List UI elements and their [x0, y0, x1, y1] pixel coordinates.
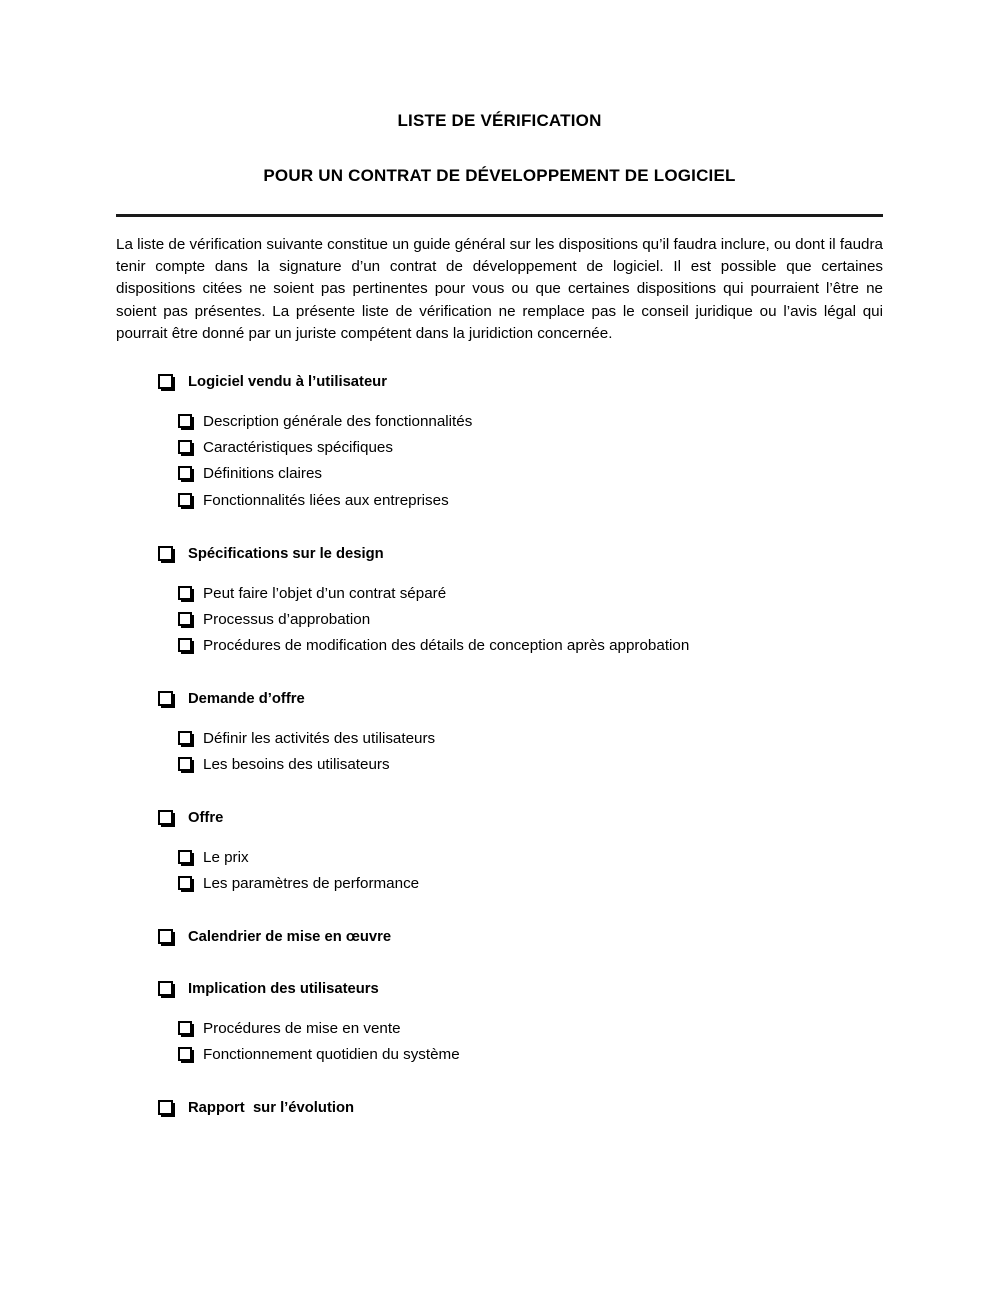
item-checkbox-icon[interactable] [178, 612, 194, 628]
checkbox-square [178, 586, 192, 600]
item-checkbox-icon[interactable] [178, 731, 194, 747]
header-divider [116, 214, 883, 217]
section-item-list [116, 727, 883, 777]
item-checkbox-icon[interactable] [178, 1021, 194, 1037]
checkbox-square [178, 466, 192, 480]
checkbox-square [178, 1047, 192, 1061]
section-header-row[interactable] [116, 545, 883, 564]
checklist-item[interactable] [178, 872, 883, 896]
checklist-item-label: Définir les activités des utilisateurs [203, 730, 436, 748]
checkbox-square [178, 1021, 192, 1035]
checklist-item-label: Caractéristiques spécifiques [203, 439, 393, 457]
section-checkbox-icon[interactable] [158, 981, 175, 998]
checkbox-shadow-bottom [161, 1115, 175, 1117]
section-checkbox-icon[interactable] [158, 691, 175, 708]
section-header-row[interactable] [116, 980, 883, 999]
item-checkbox-icon[interactable] [178, 493, 194, 509]
checkbox-shadow-bottom [181, 480, 194, 482]
section-label: Calendrier de mise en œuvre [188, 929, 392, 946]
section-item-list [116, 582, 883, 658]
checkbox-shadow-bottom [161, 561, 175, 563]
checklist-item-label: Procédures de modification des détails de conception après approbation [203, 636, 690, 654]
section-item-list [116, 846, 883, 896]
checkbox-shadow-bottom [181, 864, 194, 866]
section-checkbox-icon[interactable] [158, 1100, 175, 1117]
section-checkbox-icon[interactable] [158, 810, 175, 827]
section-header-row[interactable] [116, 373, 883, 392]
checklist-item-label: Processus d’approbation [203, 610, 371, 628]
checkbox-square [158, 981, 173, 996]
checklist-item[interactable] [178, 608, 883, 632]
item-checkbox-icon[interactable] [178, 586, 194, 602]
checkbox-shadow-bottom [161, 706, 175, 708]
section-label: Logiciel vendu à l’utilisateur [188, 374, 387, 391]
checkbox-shadow-bottom [181, 454, 194, 456]
checkbox-square [178, 876, 192, 890]
checklist-item-label: Fonctionnalités liées aux entreprises [203, 491, 449, 509]
checklist-item[interactable] [178, 634, 883, 658]
item-checkbox-icon[interactable] [178, 638, 194, 654]
checklist-item[interactable] [178, 1043, 883, 1067]
checkbox-square [178, 757, 192, 771]
section-item-list [116, 1017, 883, 1067]
checkbox-shadow-bottom [181, 428, 194, 430]
checklist-section [116, 373, 883, 512]
checkbox-shadow-bottom [161, 825, 175, 827]
checklist-item[interactable] [178, 410, 883, 434]
checkbox-shadow-bottom [181, 1061, 194, 1063]
checkbox-square [158, 374, 173, 389]
checklist-section [116, 690, 883, 777]
checkbox-square [178, 440, 192, 454]
checkbox-shadow-bottom [181, 890, 194, 892]
checklist-item-label: Fonctionnement quotidien du système [203, 1045, 460, 1063]
checklist-item-label: Procédures de mise en vente [203, 1019, 401, 1037]
section-checkbox-icon[interactable] [158, 929, 175, 946]
checklist-item-label: Le prix [203, 849, 249, 867]
item-checkbox-icon[interactable] [178, 850, 194, 866]
checklist-section [116, 1099, 883, 1118]
page-subtitle: POUR UN CONTRAT DE DÉVELOPPEMENT DE LOGICIEL [263, 166, 736, 186]
item-checkbox-icon[interactable] [178, 466, 194, 482]
checkbox-square [178, 731, 192, 745]
item-checkbox-icon[interactable] [178, 876, 194, 892]
checkbox-shadow-bottom [161, 996, 175, 998]
title-block [116, 0, 883, 187]
checklist [116, 373, 883, 1118]
document-content [116, 0, 883, 1118]
checkbox-shadow-bottom [161, 944, 175, 946]
checkbox-square [178, 612, 192, 626]
checkbox-square [158, 810, 173, 825]
checklist-item[interactable] [178, 727, 883, 751]
checkbox-shadow-bottom [181, 771, 194, 773]
section-checkbox-icon[interactable] [158, 374, 175, 391]
checkbox-square [178, 850, 192, 864]
checkbox-shadow-bottom [181, 507, 194, 509]
item-checkbox-icon[interactable] [178, 757, 194, 773]
checkbox-square [158, 929, 173, 944]
checklist-item[interactable] [178, 846, 883, 870]
checklist-section [116, 980, 883, 1067]
checkbox-shadow-bottom [161, 389, 175, 391]
checklist-item[interactable] [178, 1017, 883, 1041]
checklist-item-label: Définitions claires [203, 465, 323, 483]
section-label: Implication des utilisateurs [188, 980, 379, 997]
section-label: Spécifications sur le design [188, 545, 384, 562]
section-label: Rapport sur l’évolution [188, 1099, 355, 1116]
intro-paragraph: La liste de vérification suivante constitue un guide général sur les dispositions qu’il faudra inclure, ou dont il faudra tenir compte dans la signature d’un contrat de développement de logiciel. Il est possible que certaines dispositions citées ne soient pas pertinentes pour vous ou que certaines dispositions qui pourraient l’être ne soient pas présentes. La présente liste de vérification ne remplace pas le conseil juridique ou l’avis légal qui pourrait être donné par un juriste compétent dans la juridiction concernée. [116, 235, 883, 342]
checklist-section [116, 809, 883, 896]
section-header-row[interactable] [116, 1099, 883, 1118]
checklist-section [116, 545, 883, 658]
checkbox-shadow-bottom [181, 745, 194, 747]
checkbox-shadow-bottom [181, 652, 194, 654]
checkbox-square [158, 691, 173, 706]
checklist-item-label: Peut faire l’objet d’un contrat séparé [203, 584, 447, 602]
checkbox-shadow-bottom [181, 626, 194, 628]
checklist-section [116, 928, 883, 947]
section-item-list [116, 410, 883, 512]
item-checkbox-icon[interactable] [178, 414, 194, 430]
section-label: Demande d’offre [188, 690, 305, 707]
page-title: LISTE DE VÉRIFICATION [397, 111, 602, 130]
section-checkbox-icon[interactable] [158, 546, 175, 563]
checkbox-shadow-bottom [181, 600, 194, 602]
checkbox-square [158, 546, 173, 561]
checklist-item[interactable] [178, 582, 883, 606]
section-header-row[interactable] [116, 809, 883, 828]
section-label: Offre [188, 810, 224, 827]
checklist-item[interactable] [178, 462, 883, 486]
checkbox-square [178, 493, 192, 507]
checklist-item[interactable] [178, 753, 883, 777]
item-checkbox-icon[interactable] [178, 1047, 194, 1063]
section-header-row[interactable] [116, 928, 883, 947]
checklist-item-label: Les besoins des utilisateurs [203, 756, 390, 774]
checkbox-square [178, 638, 192, 652]
section-header-row[interactable] [116, 690, 883, 709]
checklist-item-label: Les paramètres de performance [203, 875, 420, 893]
checklist-item-label: Description générale des fonctionnalités [203, 413, 473, 431]
checklist-item[interactable] [178, 489, 883, 513]
checkbox-square [158, 1100, 173, 1115]
checkbox-square [178, 414, 192, 428]
checklist-item[interactable] [178, 436, 883, 460]
checkbox-shadow-bottom [181, 1035, 194, 1037]
item-checkbox-icon[interactable] [178, 440, 194, 456]
